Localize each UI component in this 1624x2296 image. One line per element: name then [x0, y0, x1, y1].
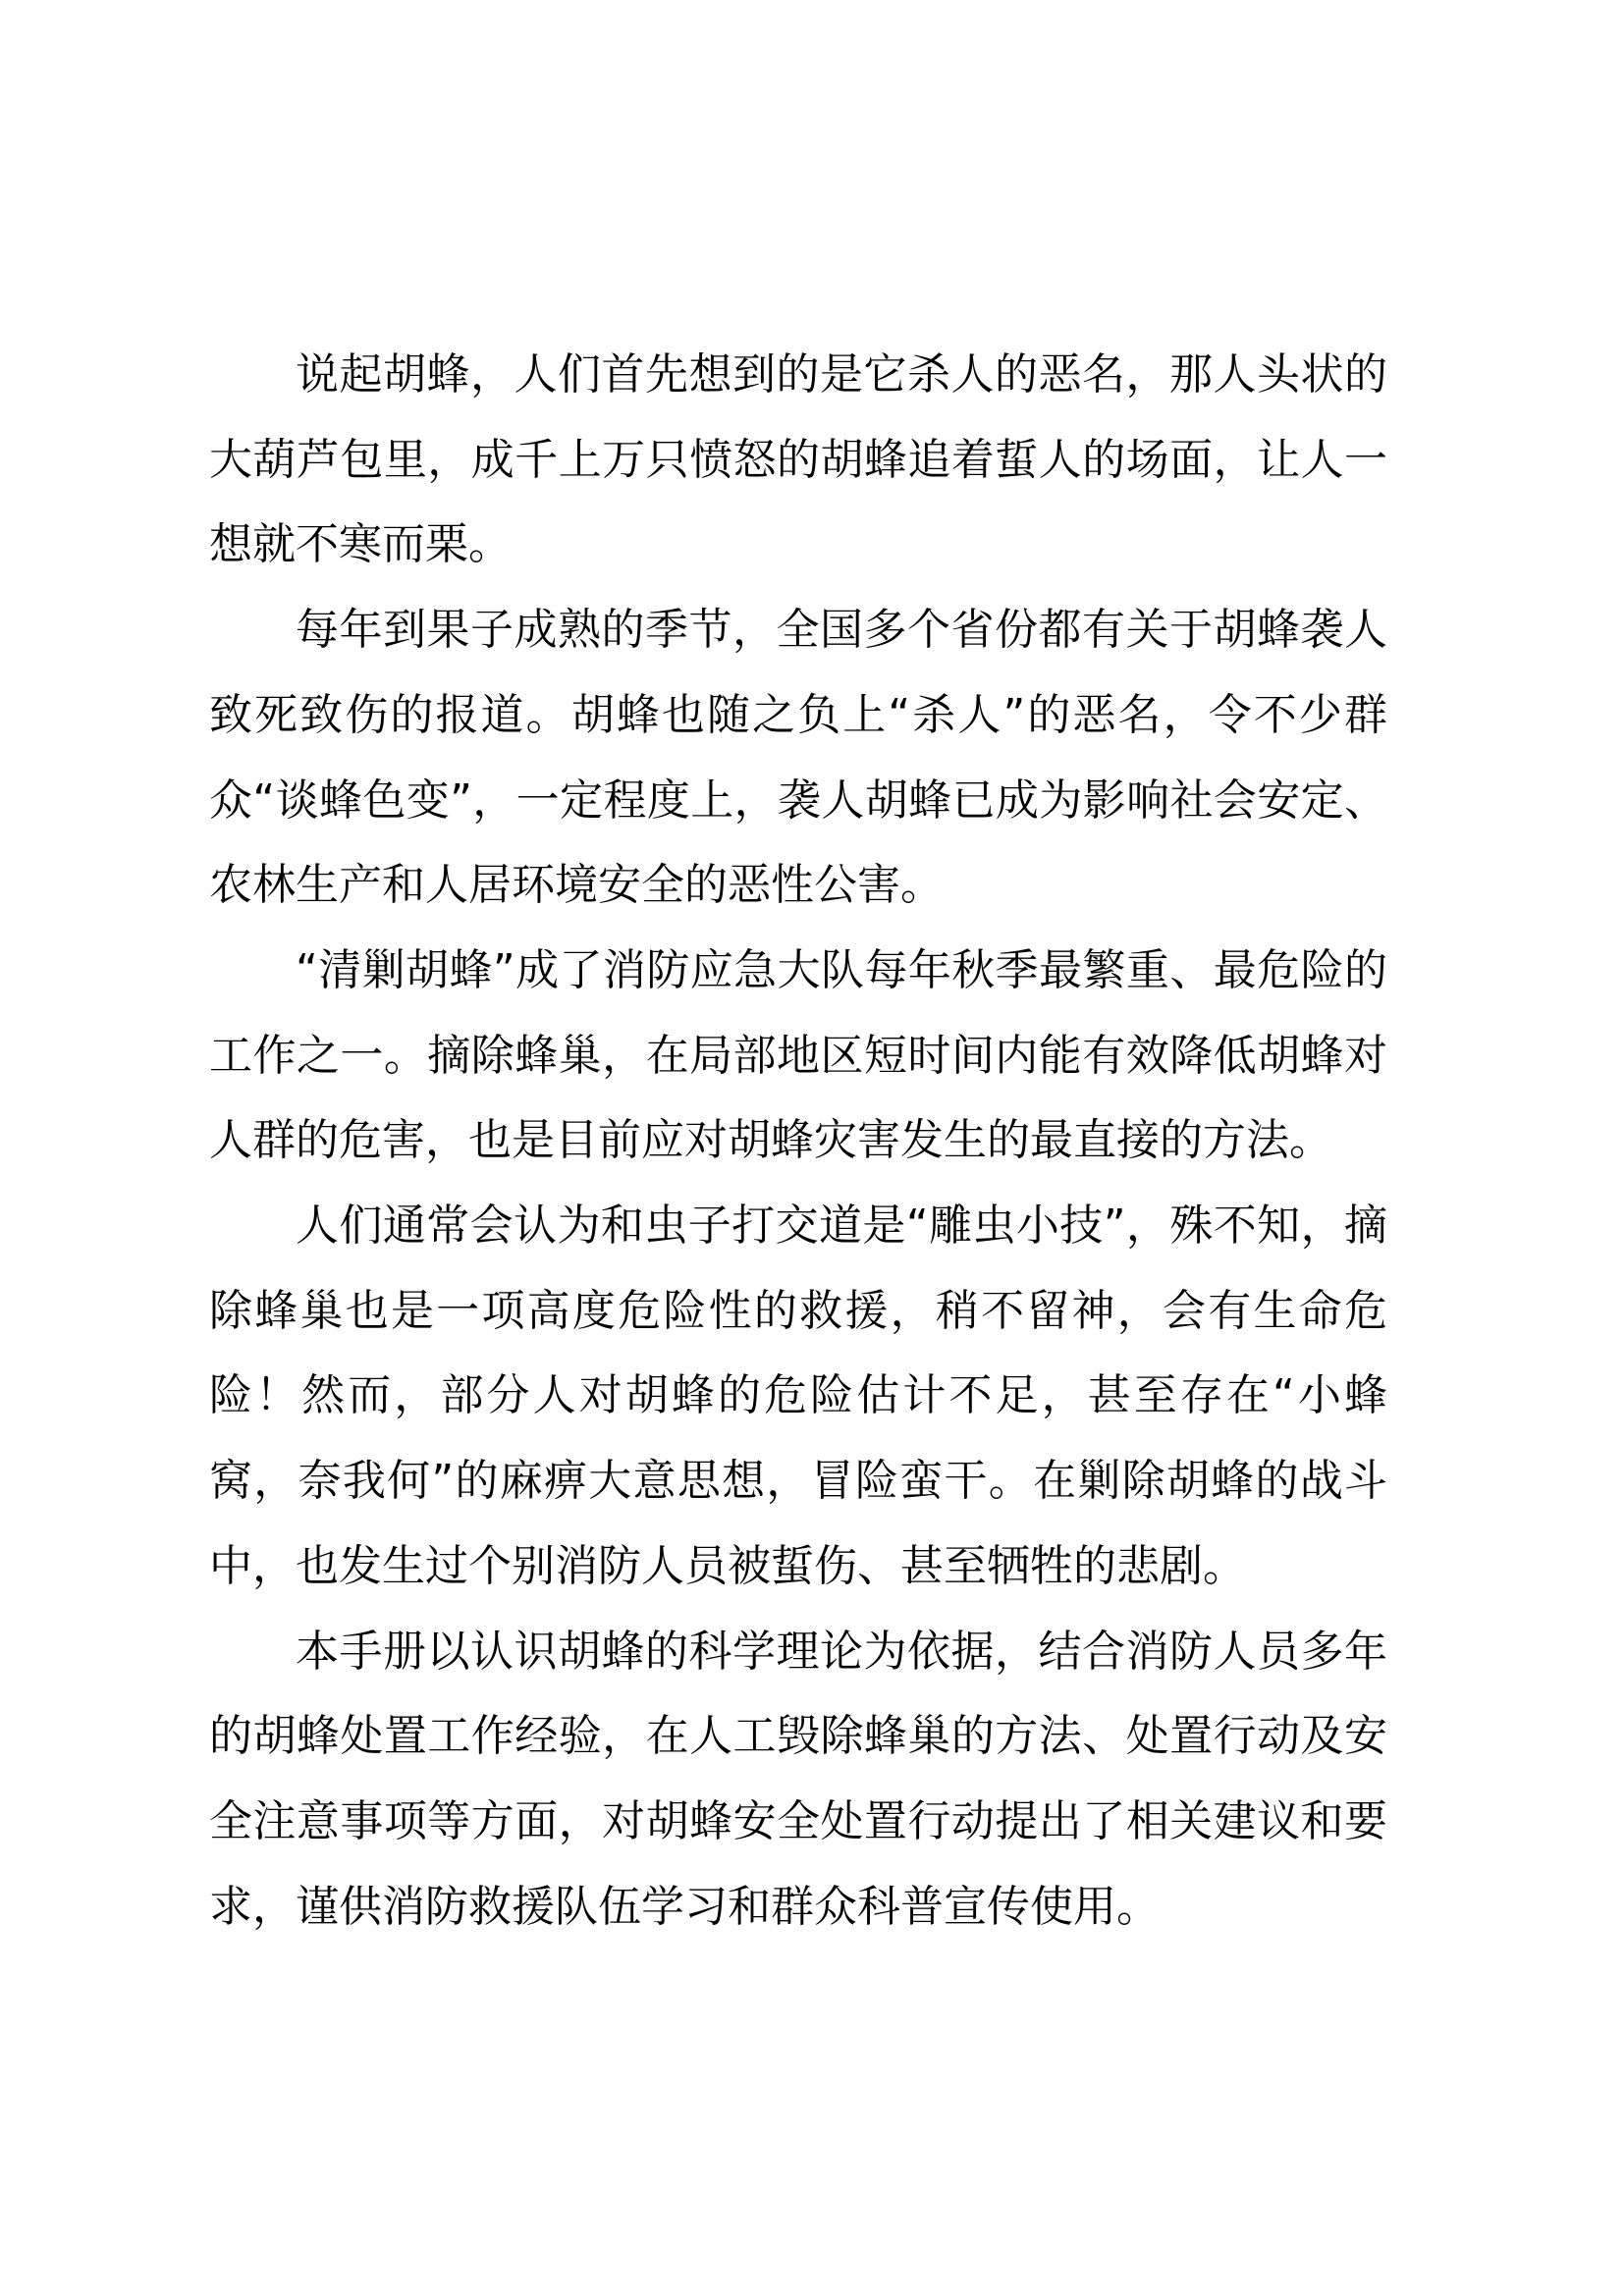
paragraph-firefighting-task: “清剿胡蜂”成了消防应急大队每年秋季最繁重、最危险的工作之一。摘除蜂巢，在局部地区短时间内能有效降低胡蜂对人群的危害，也是目前应对胡蜂灾害发生的最直接的方法。 — [209, 944, 1387, 1166]
paragraph-handbook-purpose: 本手册以认识胡蜂的科学理论为依据，结合消防人员多年的胡蜂处置工作经验，在人工毁除蜂巢的方法、处置行动及安全注意事项等方面，对胡蜂安全处置行动提出了相关建议和要求，谨供消防救援队伍学习和群众科普宣传使用。 — [209, 1626, 1387, 1932]
body-text — [209, 333, 1387, 1949]
paragraph-danger-warning: 人们通常会认为和虫子打交道是“雕虫小技”，殊不知，摘除蜂巢也是一项高度危险性的救援，稍不留神，会有生命危险！然而，部分人对胡蜂的危险估计不足，甚至存在“小蜂窝，奈我何”的麻痹大意思想，冒险蛮干。在剿除胡蜂的战斗中，也发生过个别消防人员被蜇伤、甚至牺牲的悲剧。 — [209, 1201, 1387, 1591]
paragraph-reports: 每年到果子成熟的季节，全国多个省份都有关于胡蜂袭人致死致伤的报道。胡蜂也随之负上“杀人”的恶名，令不少群众“谈蜂色变”，一定程度上，袭人胡蜂已成为影响社会安定、农林生产和人居环境安全的恶性公害。 — [209, 605, 1387, 911]
paragraph-intro: 说起胡蜂，人们首先想到的是它杀人的恶名，那人头状的大葫芦包里，成千上万只愤怒的胡蜂追着蜇人的场面，让人一想就不寒而栗。 — [209, 349, 1387, 570]
